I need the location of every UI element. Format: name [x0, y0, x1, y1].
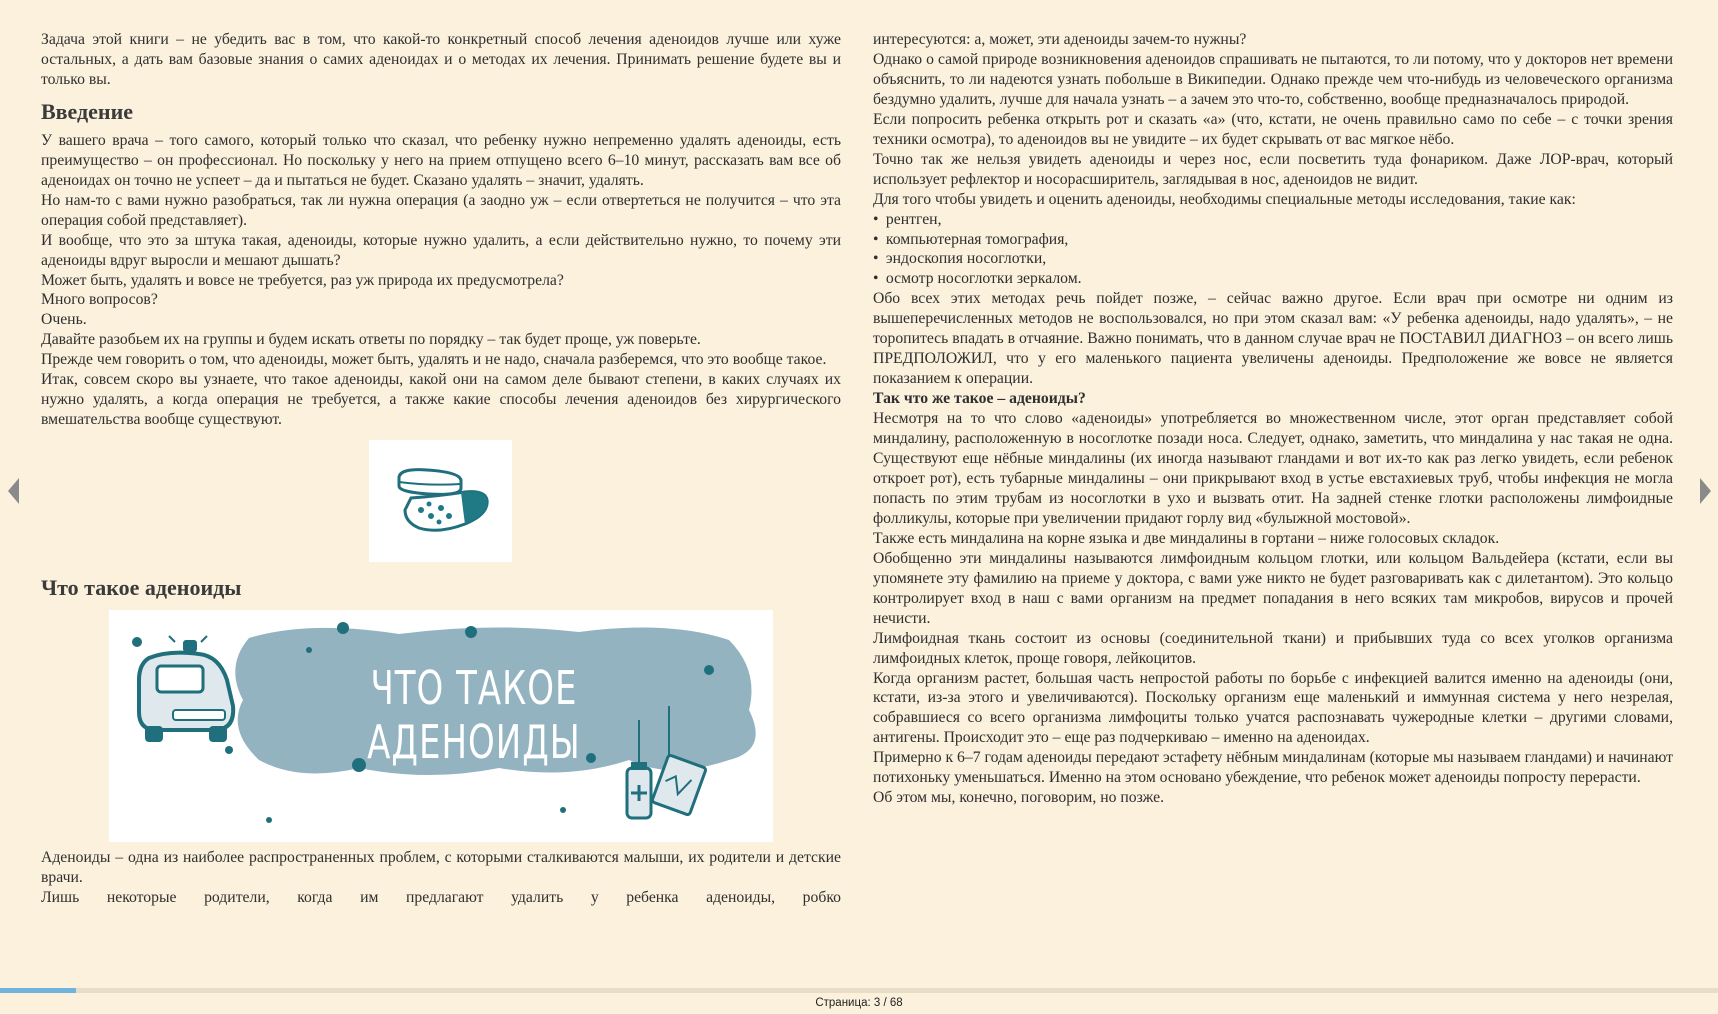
paragraph: Но нам-то с вами нужно разобраться, так ли нужна операция (а заодно уж – если отвертеться не получится – что эта операция собой представляет). — [41, 191, 841, 229]
paragraph: Давайте разобьем их на группы и будем искать ответы по порядку – так будет проще, уж поверьте. — [41, 331, 701, 349]
paragraph: Задача этой книги – не убедить вас в том, что какой-то конкретный способ лечения аденоидов лучше или хуже остальных, а дать вам базовые знания о самих аденоидах и о методах их лечения. Принимать решение будете вы и только вы. — [41, 31, 841, 88]
paragraph: У вашего врача – того самого, который только что сказал, что ребенку нужно непременно удалять аденоиды, есть преимущество – он профессионал. Но поскольку у него на прием отпущено всего 6–10 минут, рассказать вам все об аденоидах он точно не успеет – да и пытаться не будет. Сказано удалять – значит, удалять. — [41, 131, 841, 189]
paragraph: Лишь некоторые родители, когда им предлагают удалить у ребенка аденоиды, робко — [41, 889, 841, 907]
paragraph: Когда организм растет, большая часть непростой работы по борьбе с инфекцией валится именно на аденоиды (они, кстати, из-за этого и увеличиваются). Поскольку организм еще маленький и иммунная система у него незрелая, собравшиеся со всего организма лимфоциты только учатся распознавать чужеродные клетки – другими словами, антигены. Происходит это – еще раз подчеркиваю – именно на аденоидах. — [873, 669, 1673, 747]
subheading: Так что же такое – аденоиды? — [873, 390, 1086, 408]
bullet: • — [873, 210, 879, 228]
paragraph: Аденоиды – одна из наиболее распространенных проблем, с которыми сталкиваются малыши, их родители и детские врачи. — [41, 849, 841, 887]
paragraph: Обобщенно эти миндалины называются лимфоидным кольцом глотки, или кольцом Вальдейера (кстати, если вы упомянете эту фамилию на приеме у доктора, с вами уже никто не будет разговаривать как с дилетантом). Это кольцо контролирует вход в наш с вами организм на предмет попадания в него всяких там микробов, вирусов и прочей нечисти. — [873, 549, 1673, 627]
paragraph: Обо всех этих методах речь пойдет позже, – сейчас важно другое. Если врач при осмотре ни одним из вышеперечисленных методов не воспользовался, но при этом сказал вам: «У ребенка аденоиды, надо удалять», – не торопитесь впадать в отчаяние. Важно понимать, что в данном случае врач не ПОСТАВИЛ ДИАГНОЗ – он всего лишь ПРЕДПОЛОЖИЛ, что у его маленького пациента увеличены аденоиды. Предположение же вовсе не является показанием к операции. — [873, 290, 1673, 388]
list-item: • осмотр носоглотки зеркалом. — [873, 270, 1082, 288]
reading-progress-fill — [0, 988, 76, 993]
paragraph: интересуются: а, может, эти аденоиды зачем-то нужны? — [873, 31, 1247, 48]
left-column — [41, 30, 841, 908]
chevron-left-icon[interactable] — [8, 478, 19, 504]
paragraph: Также есть миндалина на корне языка и две миндалины в гортани – ниже голосовых складок. — [873, 529, 1500, 547]
paragraph: И вообще, что это за штука такая, аденоиды, которые нужно удалить, а если действительно нужно, то почему эти аденоиды вдруг выросли и мешают дышать? — [41, 231, 841, 269]
chevron-right-icon[interactable] — [1700, 478, 1711, 504]
paragraph: Если попросить ребенка открыть рот и сказать «а» (что, кстати, не очень правильно само по себе – с точки зрения техники осмотра), то аденоидов вы не увидите – их будет скрывать от вас мягкое нёбо. — [873, 110, 1673, 148]
paragraph: Точно так же нельзя увидеть аденоиды и через нос, если посветить туда фонариком. Даже ЛОР-врач, который использует рефлектор и носорасширитель, заглядывая в нос, аденоидов не видит. — [873, 150, 1673, 188]
section-banner — [109, 610, 773, 842]
paragraph: Несмотря на то что слово «аденоиды» употребляется во множественном числе, этот орган представляет собой миндалину, расположенную в носоглотке позади носа. Следует, однако, заметить, что миндалина у нас такая не одна. Существуют еще нёбные миндалины (их иногда называют гландами и вот их-то как раз легко увидеть, если ребенок откроет рот), есть тубарные миндалины – они прикрывают вход в устье евстахиевых труб, чтобы инфекция не могла попасть по этим трубам из носоглотки в ухо и вызвать отит. На задней стенке глотки расположены лимфоидные фолликулы, которые при увеличении придают горлу вид «булыжной мостовой». — [873, 410, 1673, 527]
slippers-icon — [369, 440, 512, 562]
reading-progress-bar[interactable] — [0, 988, 1718, 993]
paragraph: Примерно к 6–7 годам аденоиды передают эстафету нёбным миндалинам (которые мы называем гландами) и начинают потихоньку уменьшаться. Именно на этом основано убеждение, что ребенок может аденоиды попросту перерасти. — [873, 749, 1673, 787]
section-heading: Введение — [41, 98, 134, 124]
right-column — [873, 30, 1673, 808]
paragraph: Однако о самой природе возникновения аденоидов спрашивать не пытаются, то ли потому, что у докторов нет времени объяснить, то ли надеются узнать побольше в Википедии. Однако прежде чем что-нибудь из человеческого организма бездумно удалить, лучше для начала узнать – а зачем это что-то, собственно, вообще предназначалось природой. — [873, 50, 1673, 108]
paragraph: Об этом мы, конечно, поговорим, но позже. — [873, 789, 1165, 807]
banner-title: ЧТО ТАКОЕ АДЕНОИДЫ — [367, 662, 581, 771]
section-heading: Что такое аденоиды — [41, 575, 242, 601]
list-item: • эндоскопия носоглотки, — [873, 250, 1047, 268]
list-item: • компьютерная томография, — [873, 230, 1069, 248]
paragraph: Лимфоидная ткань состоит из основы (соединительной ткани) и прибывших туда со всех уголков организма лимфоидных клеток, проще говоря, лейкоцитов. — [873, 629, 1673, 667]
list-item: • рентген, — [873, 210, 942, 228]
page-indicator: Страница: 3 / 68 — [815, 997, 903, 1009]
paragraph: Очень. — [41, 311, 87, 329]
bullet: • — [873, 230, 879, 248]
bullet: • — [873, 250, 879, 268]
paragraph: Может быть, удалять и вовсе не требуется, раз уж природа их предусмотрела? — [41, 271, 564, 289]
paragraph: Для того чтобы увидеть и оценить аденоиды, необходимы специальные методы исследования, такие как: — [873, 190, 1576, 208]
bullet: • — [873, 270, 879, 288]
paragraph: Итак, совсем скоро вы узнаете, что такое аденоиды, какой они на самом деле бывают степени, в каких случаях их нужно удалять, а когда операция не требуется, а также какие способы лечения аденоидов без хирургического вмешательства вообще существуют. — [41, 371, 841, 429]
paragraph: Прежде чем говорить о том, что аденоиды, может быть, удалять и не надо, сначала разберемся, что это вообще такое. — [41, 351, 827, 369]
paragraph: Много вопросов? — [41, 291, 158, 309]
methods-list — [873, 210, 1673, 290]
